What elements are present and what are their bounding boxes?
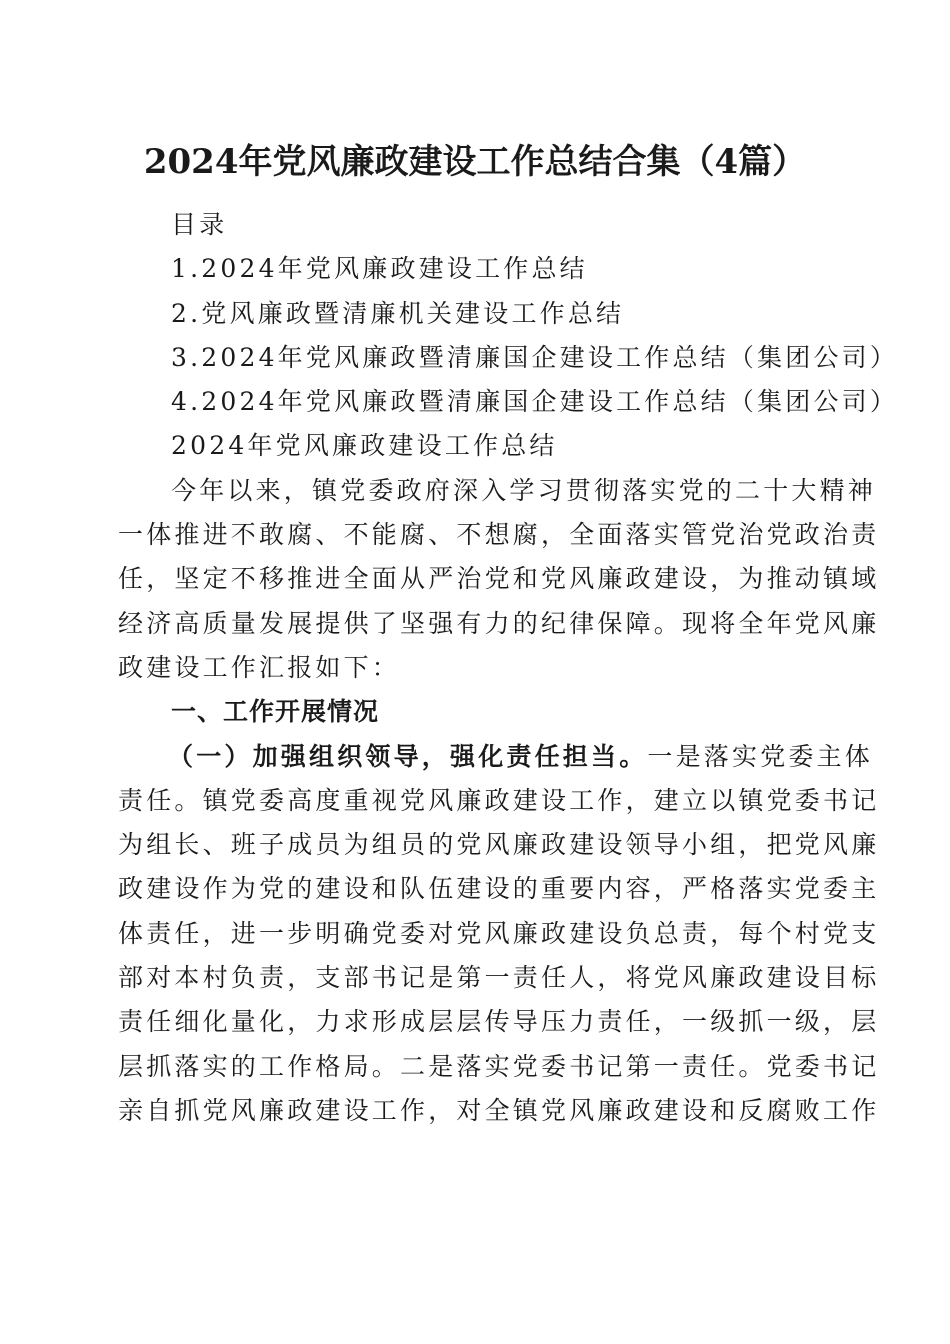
section-heading: 一、工作开展情况: [171, 697, 380, 727]
section1-line-6: 责任细化量化，力求形成层层传导压力责任，一级抓一级，层: [118, 1007, 880, 1037]
section1-line-2: 为组长、班子成员为组员的党风廉政建设领导小组，把党风廉: [118, 830, 880, 860]
toc-heading: 目录: [171, 210, 228, 239]
toc-item-4: 4.2024年党风廉政暨清廉国企建设工作总结（集团公司）: [171, 387, 899, 417]
intro-line-5: 政建设工作汇报如下：: [118, 652, 401, 682]
toc-item-3: 3.2024年党风廉政暨清廉国企建设工作总结（集团公司）: [171, 342, 899, 372]
document-title: 2024年党风廉政建设工作总结合集（4篇）: [143, 142, 807, 182]
section1-line-1: 责任。镇党委高度重视党风廉政建设工作，建立以镇党委书记: [118, 785, 880, 815]
article-title: 2024年党风廉政建设工作总结: [171, 431, 558, 461]
toc-item-2: 2.党风廉政暨清廉机关建设工作总结: [171, 298, 625, 328]
section1-first-line: [118, 735, 874, 779]
toc-item-1: 1.2024年党风廉政建设工作总结: [171, 254, 588, 284]
intro-line-3: 任，坚定不移推进全面从严治党和党风廉政建设，为推动镇域: [118, 564, 880, 594]
section1-subheading: （一）加强组织领导，强化责任担当。: [168, 741, 648, 771]
intro-line-1: 今年以来，镇党委政府深入学习贯彻落实党的二十大精神: [171, 475, 877, 505]
section1-line-4: 体责任，进一步明确党委对党风廉政建设负总责，每个村党支: [118, 918, 880, 948]
document-body: [118, 203, 899, 1133]
section1-first-line-rest: 一是落实党委主体: [647, 741, 874, 771]
section1-line-8: 亲自抓党风廉政建设工作，对全镇党风廉政建设和反腐败工作: [118, 1095, 880, 1125]
section1-line-5: 部对本村负责，支部书记是第一责任人，将党风廉政建设目标: [118, 963, 880, 993]
intro-line-4: 经济高质量发展提供了坚强有力的纪律保障。现将全年党风廉: [118, 608, 880, 638]
section1-line-7: 层抓落实的工作格局。二是落实党委书记第一责任。党委书记: [118, 1051, 880, 1081]
section1-line-3: 政建设作为党的建设和队伍建设的重要内容，严格落实党委主: [118, 874, 880, 904]
intro-line-2: 一体推进不敢腐、不能腐、不想腐，全面落实管党治党政治责: [118, 520, 880, 550]
